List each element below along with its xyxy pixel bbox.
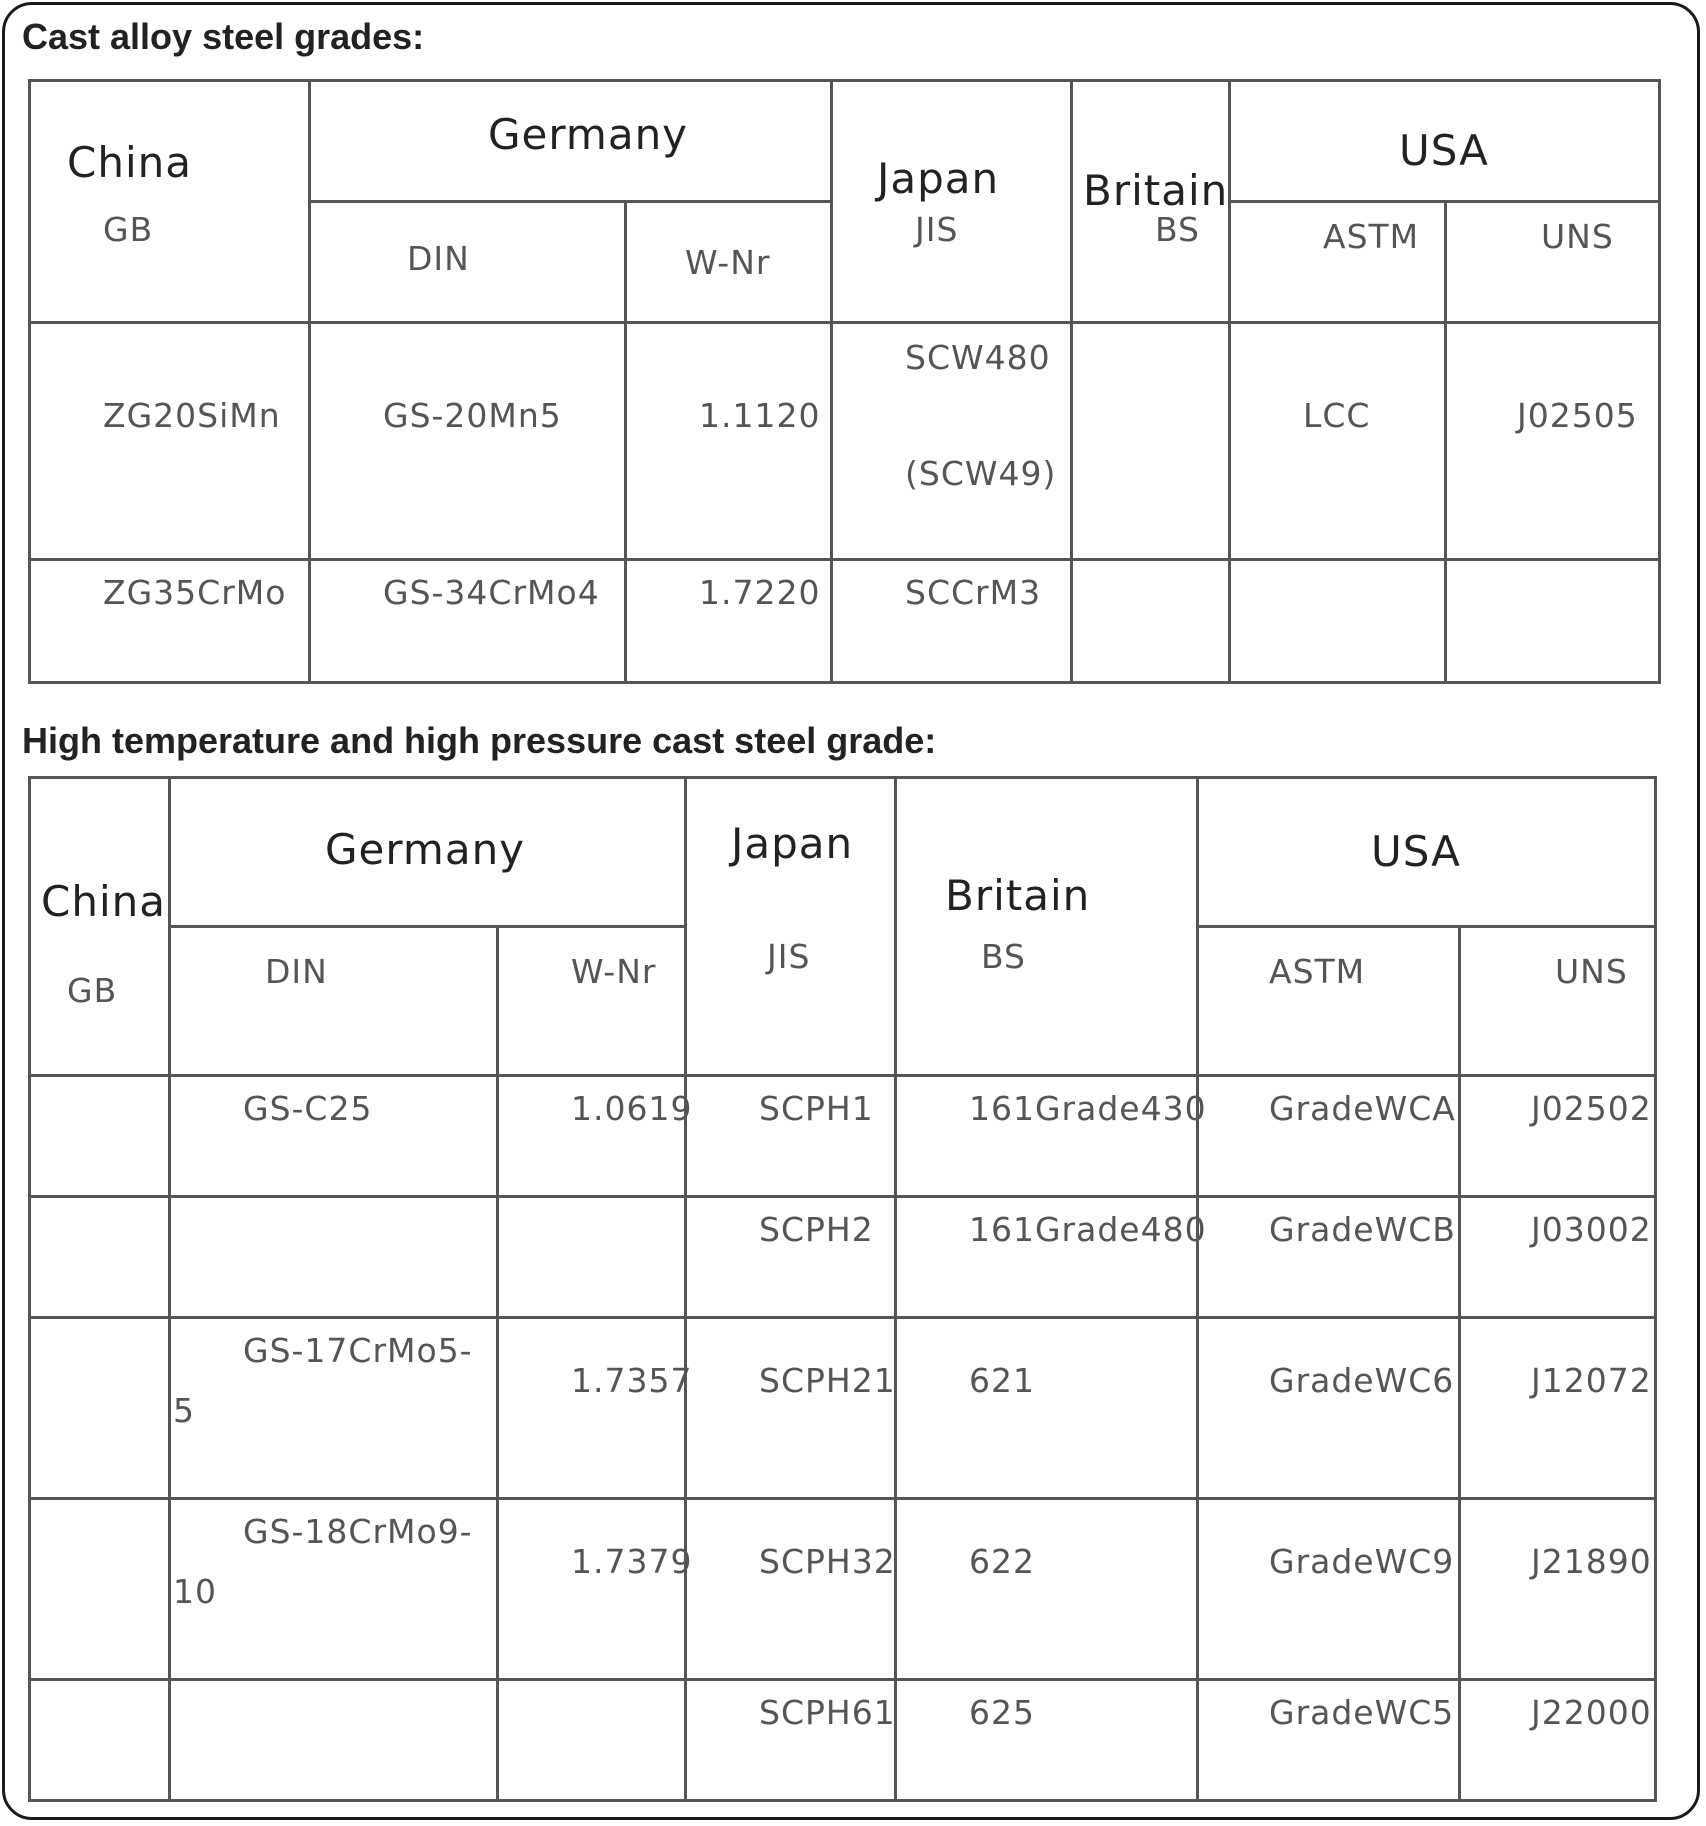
header-britain-sub: BS bbox=[1155, 210, 1201, 249]
cell-gb bbox=[30, 1680, 170, 1801]
cell-uns bbox=[1460, 1499, 1656, 1680]
cell-bs bbox=[1072, 560, 1230, 683]
table-row bbox=[30, 560, 1660, 683]
cell-jis bbox=[686, 1499, 896, 1680]
cell-astm bbox=[1198, 1197, 1460, 1318]
section-title-high-temp: High temperature and high pressure cast steel grade: bbox=[22, 720, 937, 761]
cell-astm bbox=[1198, 1680, 1460, 1801]
table-row bbox=[30, 1197, 1656, 1318]
cell-gb-text: ZG35CrMo bbox=[103, 573, 287, 612]
cell-bs bbox=[896, 1318, 1198, 1499]
header-britain-label: Britain bbox=[1083, 166, 1229, 215]
cell-uns bbox=[1460, 1076, 1656, 1197]
table-row bbox=[30, 1318, 1656, 1499]
cell-din-line1: GS-18CrMo9- bbox=[243, 1512, 473, 1551]
cell-astm bbox=[1198, 1076, 1460, 1197]
cell-astm bbox=[1198, 1318, 1460, 1499]
cell-wnr bbox=[498, 1318, 693, 1499]
cell-astm bbox=[1198, 1499, 1460, 1680]
cell-astm-text: GradeWC6 bbox=[1269, 1361, 1455, 1400]
cell-wnr bbox=[626, 323, 832, 560]
header-japan-sub: JIS bbox=[915, 210, 959, 249]
cell-uns bbox=[1460, 1680, 1656, 1801]
cell-gb bbox=[30, 323, 310, 560]
cell-jis bbox=[686, 1680, 896, 1801]
header-wnr bbox=[498, 927, 686, 1076]
header-china-label: China bbox=[67, 138, 192, 187]
header-britain bbox=[896, 778, 1198, 1076]
table-row bbox=[30, 323, 1660, 560]
header-britain-label: Britain bbox=[945, 871, 1091, 920]
cell-uns-text: J21890 bbox=[1531, 1542, 1652, 1581]
cell-jis-text: SCPH61 bbox=[759, 1693, 896, 1732]
cell-uns-text: J02505 bbox=[1517, 396, 1638, 435]
header-uns bbox=[1460, 927, 1656, 1076]
cell-wnr-text: 1.1120 bbox=[699, 396, 821, 435]
cell-wnr bbox=[498, 1197, 686, 1318]
cell-jis bbox=[686, 1197, 896, 1318]
cell-bs-text: 161Grade480 bbox=[969, 1210, 1207, 1249]
header-astm bbox=[1198, 927, 1460, 1076]
header-germany-label: Germany bbox=[325, 825, 526, 874]
cell-astm-text: GradeWC9 bbox=[1269, 1542, 1455, 1581]
cell-uns-text: J03002 bbox=[1531, 1210, 1652, 1249]
cell-din bbox=[170, 1318, 498, 1499]
cell-uns bbox=[1460, 1318, 1656, 1499]
cell-astm-text: GradeWC5 bbox=[1269, 1693, 1455, 1732]
cell-bs-text: 625 bbox=[969, 1693, 1035, 1732]
cell-bs bbox=[896, 1076, 1207, 1197]
high-temp-table bbox=[28, 776, 1657, 1802]
cell-jis-text: SCPH2 bbox=[759, 1210, 874, 1249]
cell-din-line1: GS-17CrMo5- bbox=[243, 1331, 473, 1370]
cell-jis bbox=[686, 1076, 896, 1197]
cell-din-text: GS-20Mn5 bbox=[383, 396, 562, 435]
cell-din bbox=[170, 1076, 498, 1197]
header-astm-label: ASTM bbox=[1269, 952, 1366, 991]
cell-gb bbox=[30, 560, 310, 683]
table-row bbox=[30, 1499, 1656, 1680]
cell-jis bbox=[832, 560, 1072, 683]
table-row bbox=[30, 1680, 1656, 1801]
header-uns-label: UNS bbox=[1541, 217, 1614, 256]
header-japan bbox=[832, 81, 1072, 323]
header-din bbox=[310, 202, 626, 323]
section-title-cast-alloy: Cast alloy steel grades: bbox=[22, 16, 425, 57]
cell-jis-text: SCPH32 bbox=[759, 1542, 896, 1581]
header-wnr-label: W-Nr bbox=[685, 243, 771, 282]
cell-din bbox=[170, 1499, 498, 1680]
header-din-label: DIN bbox=[265, 952, 328, 991]
cell-uns-text: J12072 bbox=[1531, 1361, 1652, 1400]
header-usa-label: USA bbox=[1399, 126, 1489, 175]
cell-bs bbox=[896, 1680, 1198, 1801]
cell-jis-line2: (SCW49) bbox=[905, 454, 1057, 493]
cell-wnr bbox=[498, 1499, 693, 1680]
header-china-sub: GB bbox=[67, 971, 118, 1010]
cell-wnr bbox=[626, 560, 832, 683]
header-wnr bbox=[626, 202, 832, 323]
cell-wnr bbox=[498, 1076, 693, 1197]
header-usa-label: USA bbox=[1371, 827, 1461, 876]
header-japan bbox=[686, 778, 896, 1076]
header-astm-label: ASTM bbox=[1323, 217, 1420, 256]
cell-jis-line1: SCCrM3 bbox=[905, 573, 1042, 612]
cell-bs-text: 621 bbox=[969, 1361, 1035, 1400]
cell-bs-text: 622 bbox=[969, 1542, 1035, 1581]
cast-alloy-table bbox=[28, 79, 1661, 684]
header-china bbox=[30, 778, 170, 1076]
cell-gb bbox=[30, 1318, 170, 1499]
cell-din bbox=[310, 323, 626, 560]
cell-din bbox=[310, 560, 626, 683]
header-china-label: China bbox=[41, 877, 166, 926]
cell-astm bbox=[1230, 323, 1446, 560]
cell-din-line2: 10 bbox=[173, 1572, 217, 1611]
cell-uns-text: J22000 bbox=[1531, 1693, 1652, 1732]
cell-jis-line1: SCW480 bbox=[905, 338, 1051, 377]
cell-din bbox=[170, 1197, 498, 1318]
cell-bs-text: 161Grade430 bbox=[969, 1089, 1207, 1128]
cell-din bbox=[170, 1680, 498, 1801]
header-din-label: DIN bbox=[407, 239, 470, 278]
header-japan-label: Japan bbox=[877, 154, 1000, 203]
cell-wnr-text: 1.0619 bbox=[571, 1089, 693, 1128]
cell-din-line1: GS-C25 bbox=[243, 1089, 373, 1128]
cell-uns bbox=[1460, 1197, 1656, 1318]
cell-wnr-text: 1.7220 bbox=[699, 573, 821, 612]
header-uns-label: UNS bbox=[1555, 952, 1628, 991]
cell-din-text: GS-34CrMo4 bbox=[383, 573, 600, 612]
cell-gb-text: ZG20SiMn bbox=[103, 396, 281, 435]
cell-bs bbox=[1072, 323, 1230, 560]
header-germany bbox=[170, 778, 686, 927]
cell-gb bbox=[30, 1076, 170, 1197]
table-row bbox=[30, 1076, 1656, 1197]
cell-jis bbox=[832, 323, 1072, 560]
cell-jis-text: SCPH21 bbox=[759, 1361, 896, 1400]
cell-astm bbox=[1230, 560, 1446, 683]
header-china bbox=[30, 81, 310, 323]
cell-astm-text: GradeWCA bbox=[1269, 1089, 1456, 1128]
header-britain-sub: BS bbox=[981, 937, 1027, 976]
header-wnr-label: W-Nr bbox=[571, 952, 657, 991]
cell-wnr-text: 1.7357 bbox=[571, 1361, 693, 1400]
cell-jis bbox=[686, 1318, 896, 1499]
header-japan-label: Japan bbox=[731, 819, 854, 868]
cell-jis-text: SCPH1 bbox=[759, 1089, 874, 1128]
header-germany bbox=[310, 81, 832, 202]
header-usa bbox=[1230, 81, 1660, 202]
header-usa bbox=[1198, 778, 1656, 927]
cell-gb bbox=[30, 1499, 170, 1680]
cell-bs bbox=[896, 1499, 1198, 1680]
cell-wnr-text: 1.7379 bbox=[571, 1542, 693, 1581]
cell-wnr bbox=[498, 1680, 686, 1801]
header-germany-label: Germany bbox=[488, 110, 689, 159]
cell-din-line2: 5 bbox=[173, 1391, 195, 1430]
header-japan-sub: JIS bbox=[767, 937, 811, 976]
header-din bbox=[170, 927, 498, 1076]
header-uns bbox=[1446, 202, 1660, 323]
header-china-sub: GB bbox=[103, 210, 154, 249]
cell-gb bbox=[30, 1197, 170, 1318]
header-britain bbox=[1072, 81, 1230, 323]
header-astm bbox=[1230, 202, 1446, 323]
cell-uns bbox=[1446, 560, 1660, 683]
cell-bs bbox=[896, 1197, 1207, 1318]
cell-uns bbox=[1446, 323, 1660, 560]
cell-astm-text: GradeWCB bbox=[1269, 1210, 1456, 1249]
cell-astm-text: LCC bbox=[1303, 396, 1371, 435]
cell-uns-text: J02502 bbox=[1531, 1089, 1652, 1128]
